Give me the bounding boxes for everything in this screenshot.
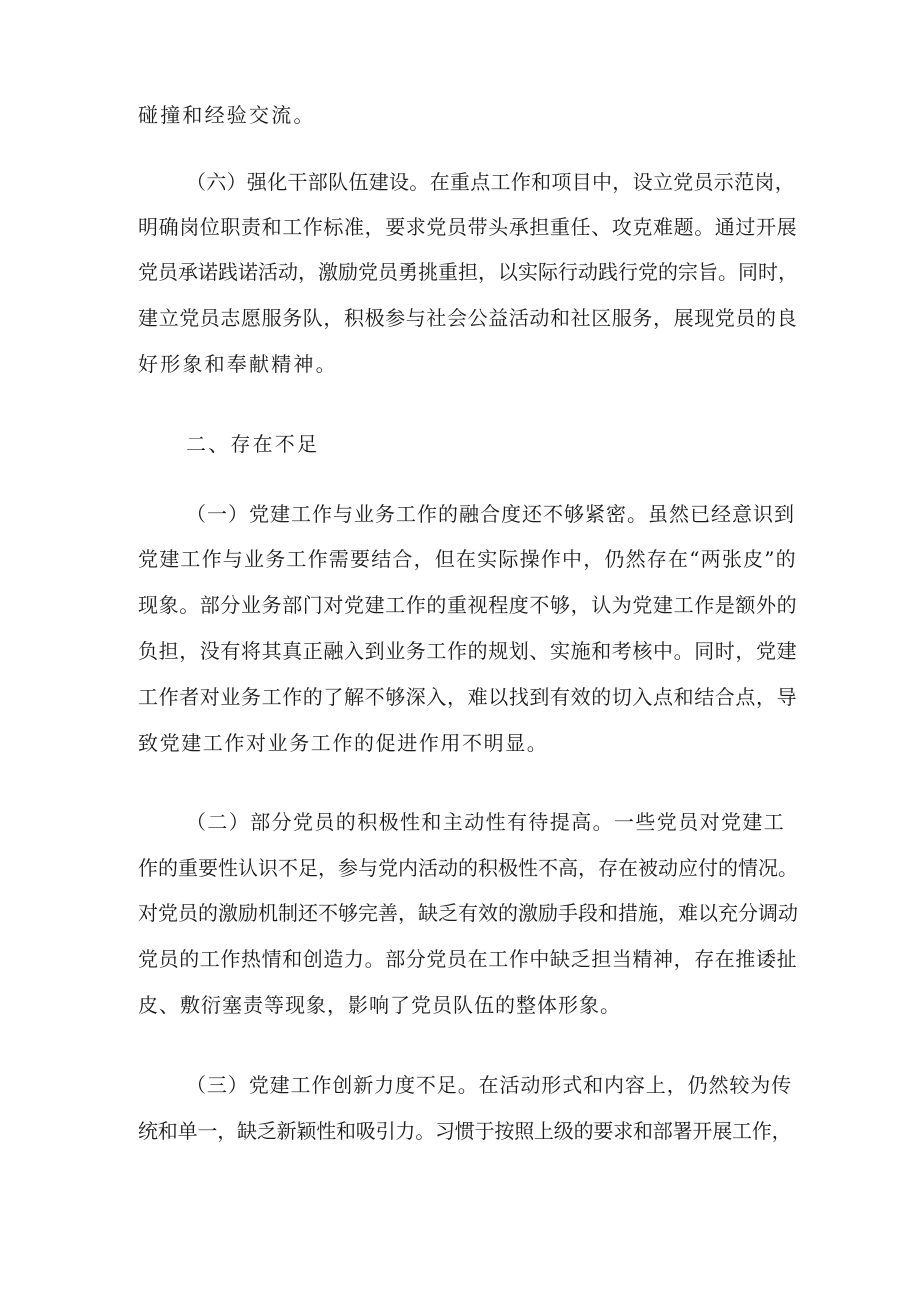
paragraph-three-line-1: （三）党建工作创新力度不足。在活动形式和内容上，仍然较为传: [186, 1073, 793, 1097]
section-heading-shortcomings: 二、存在不足: [186, 432, 320, 456]
paragraph-six-line-4: 建立党员志愿服务队，积极参与社会公益活动和社区服务，展现党员的良: [138, 306, 798, 330]
paragraph-continuation: 碰撞和经验交流。: [138, 103, 316, 127]
paragraph-three-line-2: 统和单一，缺乏新颖性和吸引力。习惯于按照上级的要求和部署开展工作，: [138, 1119, 792, 1143]
paragraph-one-line-6: 致党建工作对业务工作的促进作用不明显。: [138, 731, 549, 755]
paragraph-six-line-3: 党员承诺践诺活动，激励党员勇挑重担，以实际行动践行党的宗旨。同时，: [138, 260, 798, 284]
paragraph-six-line-2: 明确岗位职责和工作标准，要求党员带头承担重任、攻克难题。通过开展: [138, 215, 798, 239]
paragraph-one-line-3: 现象。部分业务部门对党建工作的重视程度不够，认为党建工作是额外的: [138, 593, 798, 617]
paragraph-one-line-1: （一）党建工作与业务工作的融合度还不够紧密。虽然已经意识到: [186, 502, 795, 526]
paragraph-two-line-1: （二）部分党员的积极性和主动性有待提高。一些党员对党建工: [186, 810, 786, 834]
paragraph-one-line-4: 负担，没有将其真正融入到业务工作的规划、实施和考核中。同时，党建: [138, 639, 798, 663]
paragraph-two-line-5: 皮、敷衍塞责等现象，影响了党员队伍的整体形象。: [138, 993, 621, 1017]
paragraph-six-line-5: 好形象和奉献精神。: [138, 352, 338, 376]
paragraph-two-line-2: 作的重要性认识不足，参与党内活动的积极性不高，存在被动应付的情况。: [138, 856, 798, 880]
paragraph-one-line-2: 党建工作与业务工作需要结合，但在实际操作中，仍然存在“两张皮”的: [138, 547, 797, 571]
paragraph-six-line-1: （六）强化干部队伍建设。在重点工作和项目中，设立党员示范岗，: [186, 170, 795, 194]
paragraph-one-line-5: 工作者对业务工作的了解不够深入，难以找到有效的切入点和结合点，导: [138, 685, 798, 709]
paragraph-two-line-3: 对党员的激励机制还不够完善，缺乏有效的激励手段和措施，难以充分调动: [138, 901, 798, 925]
paragraph-two-line-4: 党员的工作热情和创造力。部分党员在工作中缺乏担当精神，存在推诿扯: [138, 947, 798, 971]
